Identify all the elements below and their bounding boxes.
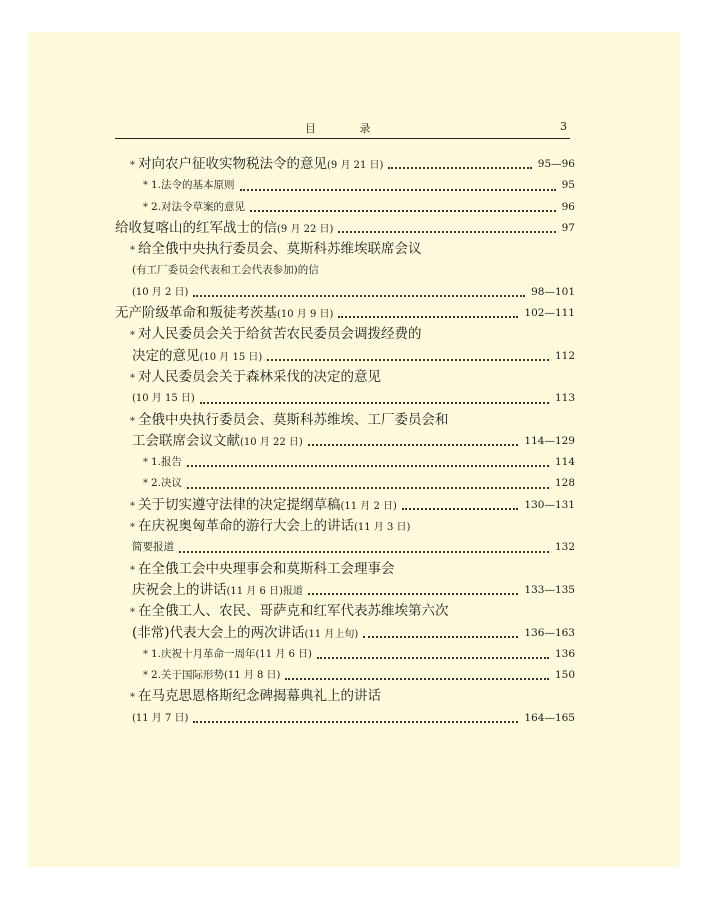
toc-entry-text-wrap — [132, 286, 190, 298]
toc-entry-page: 136 — [553, 644, 575, 665]
toc-entry-title: 在马克思恩格斯纪念碑揭幕典礼上的讲话 — [138, 688, 381, 705]
toc-entry-title: 在全俄工人、农民、哥萨克和红军代表苏维埃第六次 — [138, 603, 449, 620]
toc-entry-page: 164—165 — [522, 708, 575, 729]
toc-entry-title: 1.庆祝十月革命一周年 — [151, 647, 256, 660]
dot-leader — [338, 231, 555, 233]
toc-entry-text-wrap — [143, 456, 184, 468]
toc-entry — [115, 303, 575, 324]
toc-entry — [115, 559, 575, 580]
dot-leader — [308, 444, 519, 446]
dot-leader — [388, 167, 531, 169]
dot-leader — [200, 402, 549, 404]
toc-entry-page: 112 — [553, 346, 575, 367]
toc-entry-text-wrap — [130, 603, 451, 619]
toc-entry-text-wrap — [130, 412, 451, 428]
toc-entry-page: 114 — [553, 452, 575, 473]
toc-entry — [115, 495, 575, 516]
toc-entry-text-wrap — [143, 477, 184, 489]
toc-entry-page: 98—101 — [529, 282, 575, 303]
toc-entry-date: (11 月 2 日) — [340, 500, 397, 512]
toc-entry — [115, 516, 575, 537]
toc-entry-page: 114—129 — [522, 431, 575, 452]
dot-leader — [187, 487, 549, 489]
toc-entry — [115, 154, 575, 175]
toc-entry — [115, 431, 575, 452]
toc-entry-title: 1.报告 — [151, 456, 183, 469]
toc-entry-date: (10 月 15 日) — [132, 393, 195, 405]
toc-entry-title: 1.法令的基本原则 — [151, 179, 235, 192]
toc-entry-title: 全俄中央执行委员会、莫斯科苏维埃、工厂委员会和 — [138, 411, 449, 428]
toc-entry-text-wrap — [143, 669, 282, 681]
toc-entry — [115, 708, 575, 729]
toc-entry-title: 对向农户征收实物税法令的意见 — [138, 156, 327, 172]
toc-entry-title: 无产阶级革命和叛徒考茨基 — [115, 305, 277, 322]
toc-entry-title: 简要报道 — [132, 541, 174, 554]
dot-leader — [267, 359, 549, 361]
toc-entry-text-wrap — [132, 433, 305, 449]
asterisk-mark: * — [143, 457, 148, 469]
toc-entry — [115, 239, 575, 260]
toc-entry-text-wrap — [132, 264, 321, 276]
toc-entry-text-wrap — [115, 220, 335, 236]
asterisk-mark: * — [130, 500, 135, 512]
toc-entry-title: 2.决议 — [151, 477, 183, 490]
asterisk-mark: * — [130, 607, 135, 619]
dot-leader — [250, 210, 556, 212]
toc-entry-date: (10 月 9 日) — [277, 309, 334, 321]
toc-entry-date: (11 月 7 日) — [132, 712, 189, 724]
toc-entry — [115, 388, 575, 409]
asterisk-mark: * — [143, 180, 148, 192]
toc-entry-title: 2.对法令草案的意见 — [151, 200, 246, 213]
asterisk-mark: * — [130, 522, 135, 534]
toc-entry-text-wrap — [132, 541, 176, 553]
dot-leader — [179, 551, 549, 553]
asterisk-mark: * — [130, 372, 135, 384]
toc-entry-page: 97 — [560, 218, 575, 239]
asterisk-mark: * — [130, 564, 135, 576]
toc-entry-title: (非常)代表大会上的两次讲话 — [132, 624, 305, 641]
toc-entry-page: 128 — [553, 473, 575, 494]
toc-entry-date: (11 月 6 日)报道 — [226, 585, 303, 597]
toc-entry — [115, 410, 575, 431]
toc-entry — [115, 260, 575, 281]
toc-entry — [115, 686, 575, 707]
toc-entry-title: 决定的意见 — [132, 347, 200, 364]
toc-entry-text-wrap — [115, 305, 335, 321]
asterisk-mark: * — [130, 245, 135, 257]
toc-entry-date: (9 月 22 日) — [277, 223, 334, 235]
toc-entry-date: (11 月上旬) — [304, 628, 359, 640]
asterisk-mark: * — [130, 330, 135, 342]
toc-entry-page: 95—96 — [536, 154, 575, 175]
toc-entry-title: 在全俄工会中央理事会和莫斯科工会理事会 — [138, 560, 395, 577]
toc-entry — [115, 644, 575, 665]
toc-entry-date: (11 月 6 日) — [255, 648, 312, 660]
toc-entry — [115, 282, 575, 303]
dot-leader — [240, 189, 556, 191]
toc-entry-text-wrap — [132, 582, 305, 598]
asterisk-mark: * — [143, 201, 148, 213]
toc-entry-title: 工会联席会议文献 — [132, 432, 240, 449]
toc-entry-text-wrap — [130, 156, 385, 172]
toc-entry-page: 102—111 — [522, 303, 575, 324]
header-title: 目 录 — [305, 122, 391, 135]
asterisk-mark: * — [143, 648, 148, 660]
toc-entry-text-wrap — [132, 712, 190, 724]
toc-entry-date: (11 月 3 日) — [354, 522, 411, 534]
toc-entry — [115, 346, 575, 367]
toc-entry-text-wrap — [132, 392, 197, 404]
asterisk-mark: * — [143, 670, 148, 682]
toc-entry-date: (10 月 15 日) — [199, 351, 263, 363]
dot-leader — [363, 636, 518, 638]
toc-entry-date: (10 月 2 日) — [132, 286, 189, 298]
toc-entry — [115, 473, 575, 494]
toc-entry-page: 113 — [553, 388, 575, 409]
toc-entry-text-wrap — [143, 201, 247, 213]
toc-entry-date: (9 月 21 日) — [327, 160, 384, 171]
toc-entry — [115, 665, 575, 686]
toc-entry-page: 150 — [553, 665, 575, 686]
toc-entry-page: 95 — [560, 175, 575, 196]
running-header — [115, 118, 570, 139]
dot-leader — [402, 508, 518, 510]
dot-leader — [285, 678, 548, 680]
toc-entry-title: 给收复喀山的红军战士的信 — [115, 219, 277, 236]
toc-entry-text-wrap — [143, 648, 314, 660]
toc-entry — [115, 623, 575, 644]
toc-entry-date: (10 月 22 日) — [240, 436, 303, 448]
toc-entry-text-wrap — [130, 518, 412, 534]
toc-entry-title: 庆祝会上的讲话 — [132, 581, 227, 598]
toc-entry — [115, 601, 575, 622]
asterisk-mark: * — [130, 160, 135, 171]
toc-entry — [115, 537, 575, 558]
toc-entry-page: 133—135 — [522, 580, 575, 601]
toc-entry — [115, 324, 575, 345]
dot-leader — [338, 316, 518, 318]
header-page-number: 3 — [560, 120, 567, 133]
toc-entry — [115, 218, 575, 239]
toc-entry — [115, 197, 575, 218]
toc-entry-text-wrap — [130, 497, 399, 513]
toc-entry-title: 2.关于国际形势 — [151, 669, 225, 682]
toc-entry — [115, 580, 575, 601]
toc-entry-text-wrap — [130, 369, 383, 385]
dot-leader — [193, 295, 525, 297]
toc-entry-title: 对人民委员会关于给贫苦农民委员会调拨经费的 — [138, 326, 422, 343]
toc-entry-title: (有工厂委员会代表和工会代表参加)的信 — [132, 264, 319, 277]
toc-entry — [115, 367, 575, 388]
toc-entry — [115, 175, 575, 196]
toc-entry-text-wrap — [130, 241, 424, 257]
toc-entry-title: 给全俄中央执行委员会、莫斯科苏维埃联席会议 — [138, 241, 422, 258]
asterisk-mark: * — [130, 415, 135, 427]
dot-leader — [193, 721, 518, 723]
asterisk-mark: * — [130, 692, 135, 704]
toc-entry-text-wrap — [130, 561, 397, 577]
toc-entry-page: 136—163 — [522, 623, 575, 644]
toc-entry-title: 在庆祝奥匈革命的游行大会上的讲话 — [138, 518, 354, 535]
toc-entry-text-wrap — [130, 688, 383, 704]
toc-entry-text-wrap — [132, 625, 360, 641]
toc-entry-title: 对人民委员会关于森林采伐的决定的意见 — [138, 368, 381, 385]
asterisk-mark: * — [143, 478, 148, 490]
toc-entry-text-wrap — [130, 326, 424, 342]
toc-entry-page: 96 — [560, 197, 575, 218]
dot-leader — [317, 657, 549, 659]
toc-entry-date: (11 月 8 日) — [224, 670, 281, 682]
toc-entry-page: 132 — [553, 537, 575, 558]
toc-entry-title: 关于切实遵守法律的决定提纲草稿 — [138, 496, 341, 513]
dot-leader — [308, 593, 518, 595]
toc-entry-text-wrap — [132, 348, 264, 364]
toc-entry-text-wrap — [143, 179, 237, 191]
dot-leader — [187, 465, 549, 467]
table-of-contents — [115, 154, 575, 729]
toc-entry — [115, 452, 575, 473]
toc-entry-page: 130—131 — [522, 495, 575, 516]
